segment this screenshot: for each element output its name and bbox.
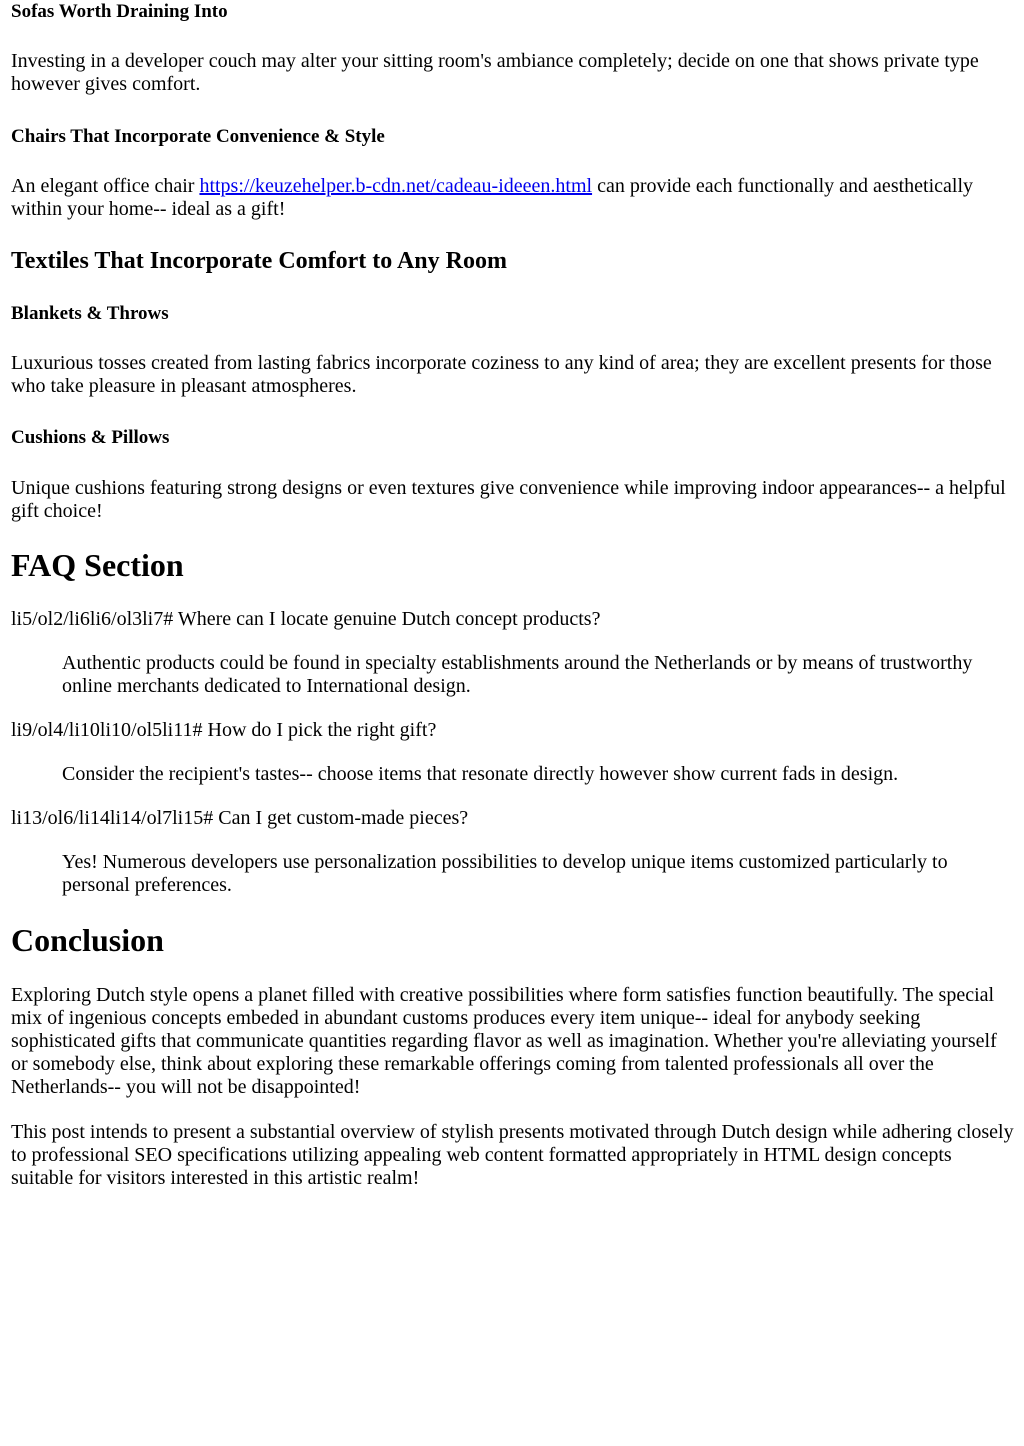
- faq-item: [11, 807, 1016, 830]
- faq-answer: Consider the recipient's tastes-- choose items that resonate directly however show current fads in design.: [62, 763, 899, 785]
- blankets-heading: Blankets & Throws: [11, 303, 169, 324]
- gift-ideas-link[interactable]: https://keuzehelper.b-cdn.net/cadeau-ideeen.html: [199, 175, 593, 197]
- chairs-text-before: An elegant office chair: [11, 175, 200, 197]
- faq-question: li9/ol4/li10li10/ol5li11# How do I pick the right gift?: [11, 719, 437, 741]
- faq-answer: Authentic products could be found in specialty establishments around the Netherlands or by means of trustworthy online merchants dedicated to International design.: [62, 652, 973, 697]
- faq-question: li5/ol2/li6li6/ol3li7# Where can I locate genuine Dutch concept products?: [11, 608, 601, 630]
- faq-question: li13/ol6/li14li14/ol7li15# Can I get custom-made pieces?: [11, 807, 469, 829]
- cushions-heading: Cushions & Pillows: [11, 427, 170, 448]
- summary-paragraph: This post intends to present a substantial overview of stylish presents motivated through Dutch design while adhering closely to professional SEO specifications utilizing appealing web content formatted appropriately in HTML design concepts suitable for visitors interested in this artistic realm!: [11, 1121, 1014, 1189]
- textiles-heading: Textiles That Incorporate Comfort to Any Room: [11, 248, 507, 274]
- faq-answer: Yes! Numerous developers use personalization possibilities to develop unique items customized particularly to personal preferences.: [62, 851, 948, 896]
- conclusion-paragraph: Exploring Dutch style opens a planet filled with creative possibilities where form satisfies function beautifully. The special mix of ingenious concepts embeded in abundant customs produces every item unique-- ideal for anybody seeking sophisticated gifts that communicate quantities regarding flavor as well as imagination. Whether you're alleviating yourself or somebody else, think about exploring these remarkable offerings coming from talented professionals all over the Netherlands-- you will not be disappointed!: [11, 984, 997, 1098]
- faq-item: [11, 719, 1016, 742]
- faq-heading: FAQ Section: [11, 547, 184, 583]
- faq-item: [11, 608, 1016, 631]
- chairs-text-after: can provide each functionally and aesthetically within your home-- ideal as a gift!: [11, 175, 974, 220]
- blankets-paragraph: Luxurious tosses created from lasting fabrics incorporate coziness to any kind of area; they are excellent presents for those who take pleasure in pleasant atmospheres.: [11, 352, 992, 397]
- chairs-paragraph: [11, 175, 1016, 221]
- conclusion-heading: Conclusion: [11, 922, 164, 958]
- chairs-heading: Chairs That Incorporate Convenience & Style: [11, 126, 385, 147]
- cushions-paragraph: Unique cushions featuring strong designs or even textures give convenience while improving indoor appearances-- a helpful gift choice!: [11, 477, 1006, 522]
- sofas-heading: Sofas Worth Draining Into: [11, 1, 228, 22]
- sofas-paragraph: Investing in a developer couch may alter your sitting room's ambiance completely; decide on one that shows private type however gives comfort.: [11, 50, 979, 95]
